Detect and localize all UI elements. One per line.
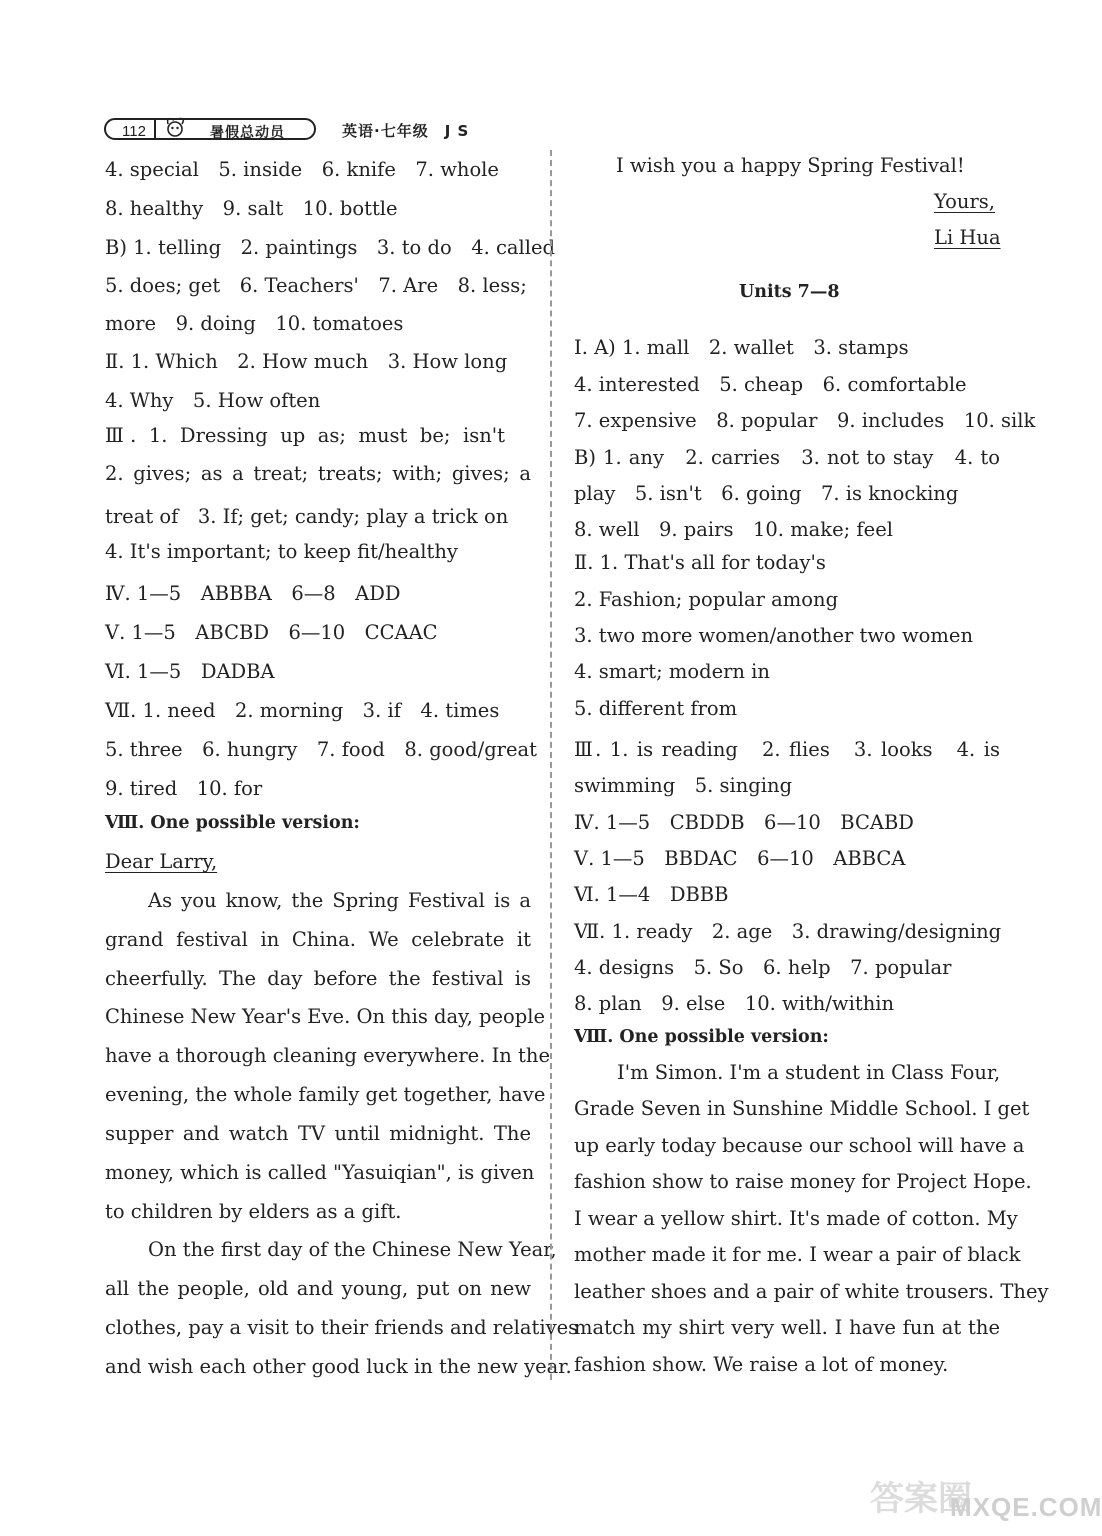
essay-line: cheerfully. The day before the festival is [105,967,531,990]
answer-line: Ⅵ. 1—4 DBBB [574,883,729,906]
answer-line: treat of 3. If; get; candy; play a trick on [105,505,509,528]
page-number: 112 [122,123,146,140]
essay-line: mother made it for me. I wear a pair of black [574,1243,1021,1266]
column-divider [550,150,552,1380]
section-heading: Ⅷ. One possible version: [105,813,360,833]
answer-line: B) 1. any 2. carries 3. not to stay 4. to [574,446,1000,469]
essay-line: Grade Seven in Sunshine Middle School. I get [574,1097,1030,1120]
answer-line: 5. three 6. hungry 7. food 8. good/great [105,738,538,761]
mascot-icon [162,114,188,140]
answer-line: swimming 5. singing [574,774,793,797]
answer-line: 4. smart; modern in [574,660,770,683]
page-header [104,114,544,144]
answer-line: 2. Fashion; popular among [574,588,839,611]
answer-line: 3. two more women/another two women [574,624,974,647]
answer-line: Ⅶ. 1. need 2. morning 3. if 4. times [105,699,500,722]
essay-line: have a thorough cleaning everywhere. In the [105,1044,550,1067]
answer-line: 4. interested 5. cheap 6. comfortable [574,373,967,396]
answer-line: 8. plan 9. else 10. with/within [574,992,895,1015]
answer-line: 8. healthy 9. salt 10. bottle [105,197,398,220]
watermark-text: MXQE.COM [950,1492,1102,1522]
answer-line: 8. well 9. pairs 10. make; feel [574,518,893,541]
letter-closing-line: I wish you a happy Spring Festival! [616,154,965,177]
answer-line: Ⅲ. 1. is reading 2. flies 3. looks 4. is [574,738,1000,761]
answer-line: Ⅳ. 1—5 CBDDB 6—10 BCABD [574,811,914,834]
essay-line: grand festival in China. We celebrate it [105,928,531,951]
answer-line: 9. tired 10. for [105,777,263,800]
answer-line: 2. gives; as a treat; treats; with; gives; a [105,462,531,485]
essay-line: fashion show. We raise a lot of money. [574,1353,949,1376]
essay-line: evening, the whole family get together, have [105,1083,546,1106]
answer-line: play 5. isn't 6. going 7. is knocking [574,482,959,505]
answer-line: Ⅰ. A) 1. mall 2. wallet 3. stamps [574,336,909,359]
essay-line: match my shirt very well. I have fun at the [574,1316,1000,1339]
answer-line: Ⅳ. 1—5 ABBBA 6—8 ADD [105,582,401,605]
answer-line: 4. special 5. inside 6. knife 7. whole [105,158,499,181]
answer-line: Ⅲ. 1. Dressing up as; must be; isn't [105,424,505,447]
essay-line: clothes, pay a visit to their friends and relatives [105,1316,579,1339]
section-heading: Ⅷ. One possible version: [574,1027,829,1047]
letter-signature: Li Hua [934,226,1001,249]
answer-line: 4. Why 5. How often [105,389,321,412]
essay-line: to children by elders as a gift. [105,1200,402,1223]
answer-line: 4. designs 5. So 6. help 7. popular [574,956,952,979]
answer-line: Ⅴ. 1—5 BBDAC 6—10 ABBCA [574,847,906,870]
subject-label: 英语·七年级 J S [342,122,470,140]
letter-signoff: Yours, [934,190,996,213]
essay-line: On the first day of the Chinese New Year, [148,1238,557,1261]
essay-line: I'm Simon. I'm a student in Class Four, [617,1061,1001,1084]
answer-line: Ⅱ. 1. That's all for today's [574,551,826,574]
book-title: 暑假总动员 [210,125,285,141]
answer-line: Ⅱ. 1. Which 2. How much 3. How long [105,350,508,373]
answer-line: more 9. doing 10. tomatoes [105,312,404,335]
essay-line: fashion show to raise money for Project Hope. [574,1170,1032,1193]
essay-line: Chinese New Year's Eve. On this day, people [105,1005,546,1028]
answer-line: 4. It's important; to keep fit/healthy [105,540,458,563]
essay-line: I wear a yellow shirt. It's made of cotton. My [574,1207,1018,1230]
essay-line: all the people, old and young, put on new [105,1277,531,1300]
essay-line: money, which is called "Yasuiqian", is given [105,1161,535,1184]
essay-line: As you know, the Spring Festival is a [148,889,531,912]
essay-line: leather shoes and a pair of white trousers. They [574,1280,1049,1303]
answer-line: Ⅶ. 1. ready 2. age 3. drawing/designing [574,920,1002,943]
answer-line: 5. does; get 6. Teachers' 7. Are 8. less; [105,274,527,297]
pill-divider [154,120,156,138]
letter-salutation: Dear Larry, [105,850,218,873]
answer-line: B) 1. telling 2. paintings 3. to do 4. called [105,236,556,259]
page-number-pill [104,118,316,140]
watermark-logo-text: 答案圈 [870,1479,972,1519]
answer-line: Ⅴ. 1—5 ABCBD 6—10 CCAAC [105,621,438,644]
answer-line: 5. different from [574,697,738,720]
essay-line: up early today because our school will have a [574,1134,1025,1157]
essay-line: supper and watch TV until midnight. The [105,1122,531,1145]
answer-line: 7. expensive 8. popular 9. includes 10. silk [574,409,1036,432]
unit-heading: Units 7—8 [739,282,840,302]
answer-line: Ⅵ. 1—5 DADBA [105,660,275,683]
essay-line: and wish each other good luck in the new year. [105,1355,572,1378]
